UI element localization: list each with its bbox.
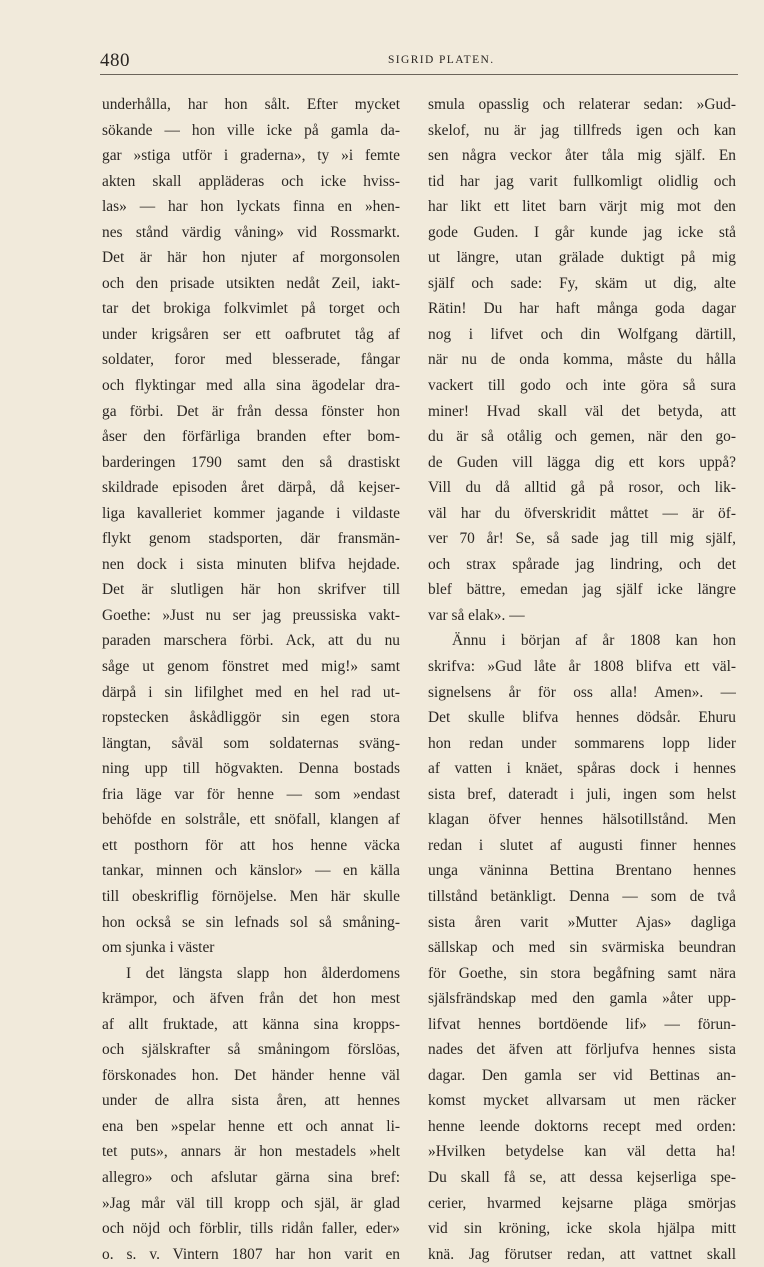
running-title: SIGRID PLATEN. (388, 54, 495, 66)
page-header (100, 50, 740, 76)
text-line: blef bättre, emedan jag själf icke längre (428, 581, 736, 599)
text-line: själsfrändskap med den gamla »åter upp- (428, 990, 736, 1008)
text-line: signelsens år för oss alla! Amen». — (428, 683, 736, 701)
text-line: barderingen 1790 samt den så drastiskt (102, 453, 400, 471)
text-line: flykt genom stadsporten, där fransmän- (102, 530, 400, 548)
text-line: har likt ett litet barn värjt mig mot den (428, 198, 736, 216)
text-line: under krigsåren ser ett oafbrutet tåg af (102, 325, 400, 343)
text-line: skrifva: »Gud låte år 1808 blifva ett väl- (428, 658, 736, 676)
text-line: ga förbi. Det är från dessa fönster hon (102, 402, 400, 420)
text-line: ut längre, utan grälade duktigt på mig (428, 249, 736, 267)
header-rule (100, 74, 738, 75)
text-line: allegro» och afslutar gärna sina bref: (102, 1168, 400, 1186)
text-line: skelof, nu är jag tillfreds igen och kan (428, 121, 736, 139)
text-line: gode Guden. I går kunde jag icke stå (428, 223, 736, 241)
text-line: vid sin kröning, icke skola hjälpa mitt (428, 1220, 736, 1238)
text-line: sällskap och med sin svärmiska beundran (428, 939, 736, 957)
text-line: o. s. v. Vintern 1807 har hon varit en (102, 1245, 400, 1263)
text-line: unga väninna Bettina Brentano hennes (428, 862, 736, 880)
text-line: »Hvilken betydelse kan väl detta ha! (428, 1143, 736, 1161)
text-line: skildrade episoden året därpå, då kejser- (102, 479, 400, 497)
text-line: om sjunka i väster (102, 939, 215, 957)
text-line: smula opasslig och relaterar sedan: »Gud- (428, 96, 736, 113)
text-line: behöfde en solstråle, ett snöfall, klangen af (102, 811, 400, 829)
text-line: och den prisade utsikten nedåt Zeil, iakt- (102, 274, 400, 292)
text-line: Ännu i början af år 1808 kan hon (452, 632, 736, 650)
text-line: sista bref, dateradt i juli, ingen som helst (428, 785, 736, 803)
text-line: las» — har hon lyckats finna en »hen- (102, 198, 400, 216)
text-line: komst mycket allvarsam ut men räcker (428, 1092, 736, 1110)
text-line: nen dock i sista minuten blifva hejdade. (102, 555, 400, 573)
text-line: af allt fruktade, att känna sina kropps- (102, 1015, 400, 1033)
text-line: och strax spårade jag lindring, och det (428, 555, 736, 573)
text-line: cerier, hvarmed kejsarne pläga smörjas (428, 1194, 736, 1212)
text-line: du är så otålig och gemen, när den go- (428, 428, 736, 446)
text-line: dagar. Den gamla ser vid Bettinas an- (428, 1066, 736, 1084)
text-line: under de allra sista åren, att hennes (102, 1092, 400, 1110)
text-line: nog i lifvet och din Wolfgang därtill, (428, 325, 736, 343)
text-line: Det skulle blifva hennes dödsår. Ehuru (428, 709, 736, 727)
text-line: liga kavalleriet kommer jagande i vildaste (102, 504, 400, 522)
text-line: tillstånd betänkligt. Denna — som de två (428, 887, 736, 905)
text-line: Det är slutligen här hon skrifver till (102, 581, 400, 599)
page-number: 480 (100, 50, 130, 71)
text-line: underhålla, har hon sålt. Efter mycket (102, 96, 400, 113)
text-line: paraden marschera förbi. Ack, att du nu (102, 632, 400, 650)
text-line: ver 70 år! Se, så sade jag till mig själf, (428, 530, 736, 548)
text-line: längtan, såväl som soldaternas sväng- (102, 734, 400, 752)
text-line: de Guden vill lägga dig ett kors uppå? (428, 453, 736, 471)
text-line: Rätin! Du har haft många goda dagar (428, 300, 736, 318)
text-line: och flyktingar med alla sina ägodelar dra- (102, 377, 400, 395)
text-line: Det är här hon njuter af morgonsolen (102, 249, 400, 267)
left-text-column (102, 92, 400, 1267)
text-line: soldater, foror med blesserade, fångar (102, 351, 400, 369)
text-line: lifvat hennes bortdöende lif» — förun- (428, 1015, 736, 1033)
text-line: redan i slutet af augusti finner hennes (428, 836, 736, 854)
text-line: väl har du öfverskridit måttet — är öf- (428, 504, 736, 522)
text-line: förskonades hon. Det händer henne väl (102, 1066, 400, 1084)
text-line: fria läge var för henne — som »endast (102, 785, 400, 803)
text-line: tid har jag varit fullkomligt olidlig och (428, 172, 736, 190)
text-line: tankar, minnen och känslor» — en källa (102, 862, 400, 880)
text-line: gar »stiga utför i graderna», ty »i femte (102, 147, 400, 165)
text-line: därpå i sin lifilghet med en hel rad ut- (102, 683, 400, 701)
text-line: vackert till godo och inte göra så sura (428, 377, 736, 395)
text-line: miner! Hvad skall väl det betyda, att (428, 402, 736, 420)
text-line: hon också se sin lefnads sol så småning- (102, 913, 400, 931)
text-line: ropstecken åskådliggör sin egen stora (102, 709, 400, 727)
text-line: åser den förfärliga branden efter bom- (102, 428, 400, 446)
text-line: sökande — hon ville icke på gamla da- (102, 121, 400, 139)
text-line: för Goethe, sin stora begåfning samt nära (428, 964, 736, 982)
text-line: sista åren varit »Mutter Ajas» dagliga (428, 913, 736, 931)
text-line: tet puts», annars är hon mestadels »helt (102, 1143, 400, 1161)
text-line: ning upp till högvakten. Denna bostads (102, 760, 400, 778)
text-line: Du skall få se, att dessa kejserliga spe- (428, 1168, 736, 1186)
text-line: af vatten i knäet, spåras dock i hennes (428, 760, 736, 778)
text-line: knä. Jag förutser redan, att vattnet skall (428, 1245, 736, 1263)
text-line: sen några veckor åter tåla mig själf. En (428, 147, 736, 165)
text-line: krämpor, och äfven från det hon mest (102, 990, 400, 1008)
text-line: till obeskriflig förnöjelse. Men här skulle (102, 887, 400, 905)
text-line: klagan öfver hennes hälsotillstånd. Men (428, 811, 736, 829)
text-line: var så elak». — (428, 606, 525, 624)
text-line: ena ben »spelar henne ett och annat li- (102, 1117, 400, 1135)
text-line: akten skall appläderas och icke hviss- (102, 172, 400, 190)
right-text-column (428, 92, 736, 1267)
text-line: Vill du då alltid gå på rosor, och lik- (428, 479, 736, 497)
text-line: såge ut genom fönstret med mig!» samt (102, 658, 400, 676)
text-line: »Jag mår väl till kropp och själ, är glad (102, 1194, 400, 1212)
text-line: henne leende doktorns recept med orden: (428, 1117, 736, 1135)
text-line: när nu de onda komma, måste du hålla (428, 351, 736, 369)
text-line: själf och sade: Fy, skäm ut dig, alte (428, 274, 736, 292)
text-line: och nöjd och förblir, tills ridån faller, eder» (102, 1220, 400, 1238)
text-line: ett posthorn för att hos henne väcka (102, 836, 400, 854)
text-line: nes stånd värdig våning» vid Rossmarkt. (102, 223, 400, 241)
text-line: hon redan under sommarens lopp lider (428, 734, 736, 752)
text-line: Goethe: »Just nu ser jag preussiska vakt- (102, 606, 400, 624)
text-line: tar det brokiga folkvimlet på torget och (102, 300, 400, 318)
text-line: nades det äfven att förljufva hennes sista (428, 1041, 736, 1059)
text-line: och själskrafter så småningom förslöas, (102, 1041, 400, 1059)
text-line: I det längsta slapp hon ålderdomens (126, 964, 400, 982)
